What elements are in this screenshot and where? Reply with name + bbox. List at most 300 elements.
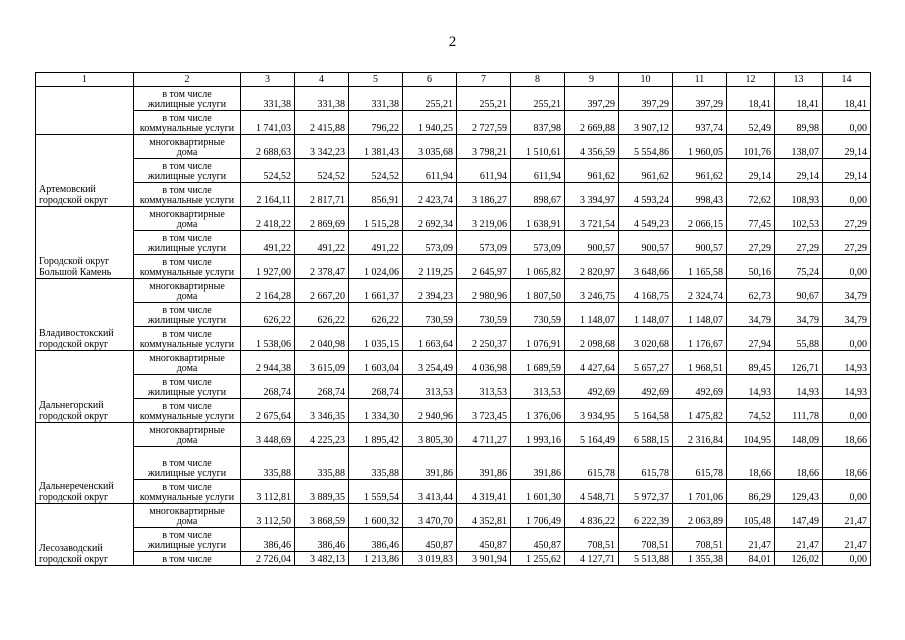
value-cell: 14,93 <box>823 351 871 375</box>
value-cell: 313,53 <box>511 375 565 399</box>
table-row <box>36 528 871 552</box>
value-cell: 1 559,54 <box>349 480 403 504</box>
column-header-8: 8 <box>511 73 565 87</box>
value-cell: 0,00 <box>823 552 871 566</box>
value-cell: 27,94 <box>727 327 775 351</box>
column-header-3: 3 <box>241 73 295 87</box>
value-cell: 2 098,68 <box>565 327 619 351</box>
value-cell: 29,14 <box>727 159 775 183</box>
value-cell: 1 807,50 <box>511 279 565 303</box>
value-cell: 491,22 <box>241 231 295 255</box>
value-cell: 14,93 <box>727 375 775 399</box>
table-row <box>36 207 871 231</box>
table-row <box>36 351 871 375</box>
value-cell: 50,16 <box>727 255 775 279</box>
value-cell: 1 176,67 <box>673 327 727 351</box>
value-cell: 856,91 <box>349 183 403 207</box>
value-cell: 3 342,23 <box>295 135 349 159</box>
value-cell: 1 661,37 <box>349 279 403 303</box>
value-cell: 2 423,74 <box>403 183 457 207</box>
value-cell: 1 706,49 <box>511 504 565 528</box>
column-header-5: 5 <box>349 73 403 87</box>
value-cell: 27,29 <box>823 231 871 255</box>
value-cell: 3 868,59 <box>295 504 349 528</box>
value-cell: 126,71 <box>775 351 823 375</box>
value-cell: 4 168,75 <box>619 279 673 303</box>
value-cell: 14,93 <box>823 375 871 399</box>
value-cell: 1 927,00 <box>241 255 295 279</box>
value-cell: 90,67 <box>775 279 823 303</box>
value-cell: 615,78 <box>619 447 673 480</box>
value-cell: 0,00 <box>823 255 871 279</box>
value-cell: 1 065,82 <box>511 255 565 279</box>
table-row <box>36 231 871 255</box>
value-cell: 34,79 <box>823 279 871 303</box>
value-cell: 21,47 <box>823 528 871 552</box>
table-row <box>36 552 871 566</box>
value-cell: 34,79 <box>727 303 775 327</box>
value-cell: 3 615,09 <box>295 351 349 375</box>
value-cell: 4 711,27 <box>457 423 511 447</box>
value-cell: 18,41 <box>727 87 775 111</box>
value-cell: 29,14 <box>823 135 871 159</box>
value-cell: 101,76 <box>727 135 775 159</box>
value-cell: 1 689,59 <box>511 351 565 375</box>
value-cell: 450,87 <box>403 528 457 552</box>
value-cell: 1 475,82 <box>673 399 727 423</box>
value-cell: 3 721,54 <box>565 207 619 231</box>
value-cell: 397,29 <box>565 87 619 111</box>
value-cell: 900,57 <box>565 231 619 255</box>
value-cell: 331,38 <box>241 87 295 111</box>
value-cell: 937,74 <box>673 111 727 135</box>
value-cell: 2 944,38 <box>241 351 295 375</box>
value-cell: 3 112,81 <box>241 480 295 504</box>
value-cell: 18,66 <box>775 447 823 480</box>
value-cell: 611,94 <box>457 159 511 183</box>
value-cell: 5 513,88 <box>619 552 673 566</box>
value-cell: 2 692,34 <box>403 207 457 231</box>
value-cell: 2 667,20 <box>295 279 349 303</box>
column-number-row <box>36 73 871 87</box>
value-cell: 2 727,59 <box>457 111 511 135</box>
value-cell: 27,29 <box>775 231 823 255</box>
value-cell: 268,74 <box>241 375 295 399</box>
value-cell: 1 148,07 <box>619 303 673 327</box>
value-cell: 0,00 <box>823 327 871 351</box>
value-cell: 4 036,98 <box>457 351 511 375</box>
value-cell: 2 418,22 <box>241 207 295 231</box>
value-cell: 3 219,06 <box>457 207 511 231</box>
value-cell: 111,78 <box>775 399 823 423</box>
value-cell: 27,29 <box>727 231 775 255</box>
category-cell: в том числе жилищные услуги <box>134 159 241 183</box>
value-cell: 268,74 <box>349 375 403 399</box>
value-cell: 397,29 <box>673 87 727 111</box>
value-cell: 491,22 <box>349 231 403 255</box>
value-cell: 0,00 <box>823 111 871 135</box>
value-cell: 6 222,39 <box>619 504 673 528</box>
value-cell: 335,88 <box>295 447 349 480</box>
table-row <box>36 375 871 399</box>
tariff-table <box>35 72 871 566</box>
value-cell: 34,79 <box>775 303 823 327</box>
value-cell: 4 548,71 <box>565 480 619 504</box>
value-cell: 62,73 <box>727 279 775 303</box>
value-cell: 450,87 <box>511 528 565 552</box>
region-cell: Артемовский городской округ <box>36 135 134 207</box>
table-row <box>36 87 871 111</box>
value-cell: 3 346,35 <box>295 399 349 423</box>
value-cell: 4 593,24 <box>619 183 673 207</box>
value-cell: 1 663,64 <box>403 327 457 351</box>
value-cell: 4 427,64 <box>565 351 619 375</box>
value-cell: 1 213,86 <box>349 552 403 566</box>
value-cell: 1 638,91 <box>511 207 565 231</box>
value-cell: 102,53 <box>775 207 823 231</box>
value-cell: 2 726,04 <box>241 552 295 566</box>
value-cell: 492,69 <box>619 375 673 399</box>
value-cell: 2 164,11 <box>241 183 295 207</box>
value-cell: 3 798,21 <box>457 135 511 159</box>
value-cell: 3 246,75 <box>565 279 619 303</box>
table-row <box>36 327 871 351</box>
value-cell: 2 378,47 <box>295 255 349 279</box>
value-cell: 524,52 <box>295 159 349 183</box>
value-cell: 3 907,12 <box>619 111 673 135</box>
value-cell: 2 164,28 <box>241 279 295 303</box>
value-cell: 3 254,49 <box>403 351 457 375</box>
category-cell: в том числе коммунальные услуги <box>134 183 241 207</box>
value-cell: 77,45 <box>727 207 775 231</box>
table-row <box>36 279 871 303</box>
table-row <box>36 480 871 504</box>
value-cell: 524,52 <box>349 159 403 183</box>
value-cell: 2 415,88 <box>295 111 349 135</box>
value-cell: 29,14 <box>823 159 871 183</box>
value-cell: 961,62 <box>619 159 673 183</box>
value-cell: 3 934,95 <box>565 399 619 423</box>
value-cell: 1 940,25 <box>403 111 457 135</box>
category-cell: в том числе жилищные услуги <box>134 375 241 399</box>
value-cell: 3 648,66 <box>619 255 673 279</box>
value-cell: 961,62 <box>673 159 727 183</box>
value-cell: 5 657,27 <box>619 351 673 375</box>
value-cell: 108,93 <box>775 183 823 207</box>
value-cell: 2 324,74 <box>673 279 727 303</box>
value-cell: 1 355,38 <box>673 552 727 566</box>
value-cell: 2 817,71 <box>295 183 349 207</box>
column-header-12: 12 <box>727 73 775 87</box>
category-cell: в том числе коммунальные услуги <box>134 255 241 279</box>
value-cell: 524,52 <box>241 159 295 183</box>
value-cell: 391,86 <box>511 447 565 480</box>
table-row <box>36 303 871 327</box>
table-row <box>36 255 871 279</box>
value-cell: 18,66 <box>823 447 871 480</box>
value-cell: 1 960,05 <box>673 135 727 159</box>
value-cell: 1 148,07 <box>565 303 619 327</box>
table-row <box>36 504 871 528</box>
value-cell: 0,00 <box>823 183 871 207</box>
value-cell: 1 381,43 <box>349 135 403 159</box>
region-cell: Дальнереченский городской округ <box>36 423 134 504</box>
column-header-14: 14 <box>823 73 871 87</box>
value-cell: 1 376,06 <box>511 399 565 423</box>
category-cell: в том числе жилищные услуги <box>134 231 241 255</box>
value-cell: 1 701,06 <box>673 480 727 504</box>
value-cell: 3 413,44 <box>403 480 457 504</box>
value-cell: 3 482,13 <box>295 552 349 566</box>
region-cell: Владивостокский городской округ <box>36 279 134 351</box>
value-cell: 708,51 <box>565 528 619 552</box>
value-cell: 573,09 <box>511 231 565 255</box>
value-cell: 386,46 <box>241 528 295 552</box>
category-cell: многоквартирные дома <box>134 279 241 303</box>
value-cell: 2 394,23 <box>403 279 457 303</box>
value-cell: 5 164,49 <box>565 423 619 447</box>
value-cell: 2 063,89 <box>673 504 727 528</box>
value-cell: 492,69 <box>673 375 727 399</box>
value-cell: 998,43 <box>673 183 727 207</box>
value-cell: 900,57 <box>673 231 727 255</box>
value-cell: 4 225,23 <box>295 423 349 447</box>
table-row <box>36 135 871 159</box>
value-cell: 898,67 <box>511 183 565 207</box>
category-cell: в том числе <box>134 552 241 566</box>
value-cell: 900,57 <box>619 231 673 255</box>
value-cell: 52,49 <box>727 111 775 135</box>
value-cell: 0,00 <box>823 480 871 504</box>
value-cell: 573,09 <box>457 231 511 255</box>
value-cell: 573,09 <box>403 231 457 255</box>
value-cell: 55,88 <box>775 327 823 351</box>
table-row <box>36 423 871 447</box>
value-cell: 1 993,16 <box>511 423 565 447</box>
category-cell: в том числе коммунальные услуги <box>134 327 241 351</box>
category-cell: в том числе жилищные услуги <box>134 447 241 480</box>
value-cell: 138,07 <box>775 135 823 159</box>
category-cell: многоквартирные дома <box>134 207 241 231</box>
value-cell: 3 448,69 <box>241 423 295 447</box>
value-cell: 2 669,88 <box>565 111 619 135</box>
value-cell: 1 968,51 <box>673 351 727 375</box>
value-cell: 1 603,04 <box>349 351 403 375</box>
value-cell: 5 972,37 <box>619 480 673 504</box>
value-cell: 1 510,61 <box>511 135 565 159</box>
value-cell: 72,62 <box>727 183 775 207</box>
value-cell: 1 895,42 <box>349 423 403 447</box>
column-header-6: 6 <box>403 73 457 87</box>
value-cell: 1 024,06 <box>349 255 403 279</box>
value-cell: 86,29 <box>727 480 775 504</box>
value-cell: 837,98 <box>511 111 565 135</box>
value-cell: 268,74 <box>295 375 349 399</box>
value-cell: 105,48 <box>727 504 775 528</box>
value-cell: 75,24 <box>775 255 823 279</box>
value-cell: 3 901,94 <box>457 552 511 566</box>
column-header-4: 4 <box>295 73 349 87</box>
value-cell: 3 889,35 <box>295 480 349 504</box>
category-cell: многоквартирные дома <box>134 504 241 528</box>
value-cell: 1 165,58 <box>673 255 727 279</box>
category-cell: многоквартирные дома <box>134 135 241 159</box>
value-cell: 148,09 <box>775 423 823 447</box>
value-cell: 14,93 <box>775 375 823 399</box>
value-cell: 730,59 <box>511 303 565 327</box>
column-header-7: 7 <box>457 73 511 87</box>
value-cell: 126,02 <box>775 552 823 566</box>
column-header-2: 2 <box>134 73 241 87</box>
value-cell: 21,47 <box>823 504 871 528</box>
value-cell: 4 127,71 <box>565 552 619 566</box>
category-cell: в том числе жилищные услуги <box>134 303 241 327</box>
value-cell: 2 066,15 <box>673 207 727 231</box>
value-cell: 74,52 <box>727 399 775 423</box>
region-cell: Лесозаводский городской округ <box>36 504 134 566</box>
value-cell: 335,88 <box>241 447 295 480</box>
value-cell: 615,78 <box>673 447 727 480</box>
value-cell: 4 836,22 <box>565 504 619 528</box>
value-cell: 255,21 <box>457 87 511 111</box>
value-cell: 1 255,62 <box>511 552 565 566</box>
value-cell: 27,29 <box>823 207 871 231</box>
value-cell: 3 035,68 <box>403 135 457 159</box>
value-cell: 313,53 <box>403 375 457 399</box>
value-cell: 2 250,37 <box>457 327 511 351</box>
value-cell: 18,41 <box>823 87 871 111</box>
value-cell: 2 869,69 <box>295 207 349 231</box>
value-cell: 3 394,97 <box>565 183 619 207</box>
column-header-1: 1 <box>36 73 134 87</box>
value-cell: 2 980,96 <box>457 279 511 303</box>
value-cell: 313,53 <box>457 375 511 399</box>
value-cell: 1 538,06 <box>241 327 295 351</box>
value-cell: 3 470,70 <box>403 504 457 528</box>
value-cell: 1 035,15 <box>349 327 403 351</box>
value-cell: 1 601,30 <box>511 480 565 504</box>
value-cell: 21,47 <box>727 528 775 552</box>
value-cell: 34,79 <box>823 303 871 327</box>
value-cell: 129,43 <box>775 480 823 504</box>
column-header-10: 10 <box>619 73 673 87</box>
value-cell: 386,46 <box>349 528 403 552</box>
value-cell: 18,66 <box>823 423 871 447</box>
value-cell: 450,87 <box>457 528 511 552</box>
value-cell: 5 164,58 <box>619 399 673 423</box>
value-cell: 1 515,28 <box>349 207 403 231</box>
value-cell: 84,01 <box>727 552 775 566</box>
value-cell: 626,22 <box>349 303 403 327</box>
value-cell: 2 316,84 <box>673 423 727 447</box>
value-cell: 3 020,68 <box>619 327 673 351</box>
value-cell: 29,14 <box>775 159 823 183</box>
value-cell: 1 600,32 <box>349 504 403 528</box>
value-cell: 147,49 <box>775 504 823 528</box>
value-cell: 4 549,23 <box>619 207 673 231</box>
value-cell: 708,51 <box>673 528 727 552</box>
category-cell: в том числе коммунальные услуги <box>134 480 241 504</box>
category-cell: в том числе коммунальные услуги <box>134 399 241 423</box>
value-cell: 2 040,98 <box>295 327 349 351</box>
value-cell: 2 940,96 <box>403 399 457 423</box>
category-cell: многоквартирные дома <box>134 351 241 375</box>
value-cell: 2 119,25 <box>403 255 457 279</box>
column-header-13: 13 <box>775 73 823 87</box>
value-cell: 1 741,03 <box>241 111 295 135</box>
value-cell: 492,69 <box>565 375 619 399</box>
value-cell: 3 112,50 <box>241 504 295 528</box>
category-cell: в том числе коммунальные услуги <box>134 111 241 135</box>
value-cell: 730,59 <box>457 303 511 327</box>
category-cell: многоквартирные дома <box>134 423 241 447</box>
value-cell: 611,94 <box>511 159 565 183</box>
value-cell: 961,62 <box>565 159 619 183</box>
value-cell: 6 588,15 <box>619 423 673 447</box>
value-cell: 615,78 <box>565 447 619 480</box>
table-row <box>36 399 871 423</box>
value-cell: 386,46 <box>295 528 349 552</box>
value-cell: 4 352,81 <box>457 504 511 528</box>
table-row <box>36 183 871 207</box>
table-row <box>36 447 871 480</box>
value-cell: 1 076,91 <box>511 327 565 351</box>
value-cell: 1 148,07 <box>673 303 727 327</box>
value-cell: 730,59 <box>403 303 457 327</box>
value-cell: 391,86 <box>457 447 511 480</box>
value-cell: 626,22 <box>241 303 295 327</box>
value-cell: 3 186,27 <box>457 183 511 207</box>
value-cell: 397,29 <box>619 87 673 111</box>
column-header-9: 9 <box>565 73 619 87</box>
region-cell: Дальнегорский городской округ <box>36 351 134 423</box>
value-cell: 335,88 <box>349 447 403 480</box>
value-cell: 2 645,97 <box>457 255 511 279</box>
value-cell: 104,95 <box>727 423 775 447</box>
value-cell: 611,94 <box>403 159 457 183</box>
region-cell: Городской округ Большой Камень <box>36 207 134 279</box>
table-row <box>36 111 871 135</box>
page-number: 2 <box>448 34 457 50</box>
category-cell: в том числе жилищные услуги <box>134 528 241 552</box>
region-cell <box>36 87 134 135</box>
value-cell: 3 805,30 <box>403 423 457 447</box>
value-cell: 796,22 <box>349 111 403 135</box>
value-cell: 331,38 <box>295 87 349 111</box>
value-cell: 21,47 <box>775 528 823 552</box>
value-cell: 391,86 <box>403 447 457 480</box>
category-cell: в том числе жилищные услуги <box>134 87 241 111</box>
value-cell: 255,21 <box>403 87 457 111</box>
value-cell: 3 019,83 <box>403 552 457 566</box>
value-cell: 331,38 <box>349 87 403 111</box>
value-cell: 1 334,30 <box>349 399 403 423</box>
value-cell: 5 554,86 <box>619 135 673 159</box>
value-cell: 0,00 <box>823 399 871 423</box>
table-row <box>36 159 871 183</box>
value-cell: 2 675,64 <box>241 399 295 423</box>
value-cell: 491,22 <box>295 231 349 255</box>
value-cell: 18,66 <box>727 447 775 480</box>
value-cell: 4 356,59 <box>565 135 619 159</box>
value-cell: 2 820,97 <box>565 255 619 279</box>
value-cell: 89,45 <box>727 351 775 375</box>
value-cell: 255,21 <box>511 87 565 111</box>
value-cell: 4 319,41 <box>457 480 511 504</box>
value-cell: 3 723,45 <box>457 399 511 423</box>
value-cell: 708,51 <box>619 528 673 552</box>
value-cell: 626,22 <box>295 303 349 327</box>
